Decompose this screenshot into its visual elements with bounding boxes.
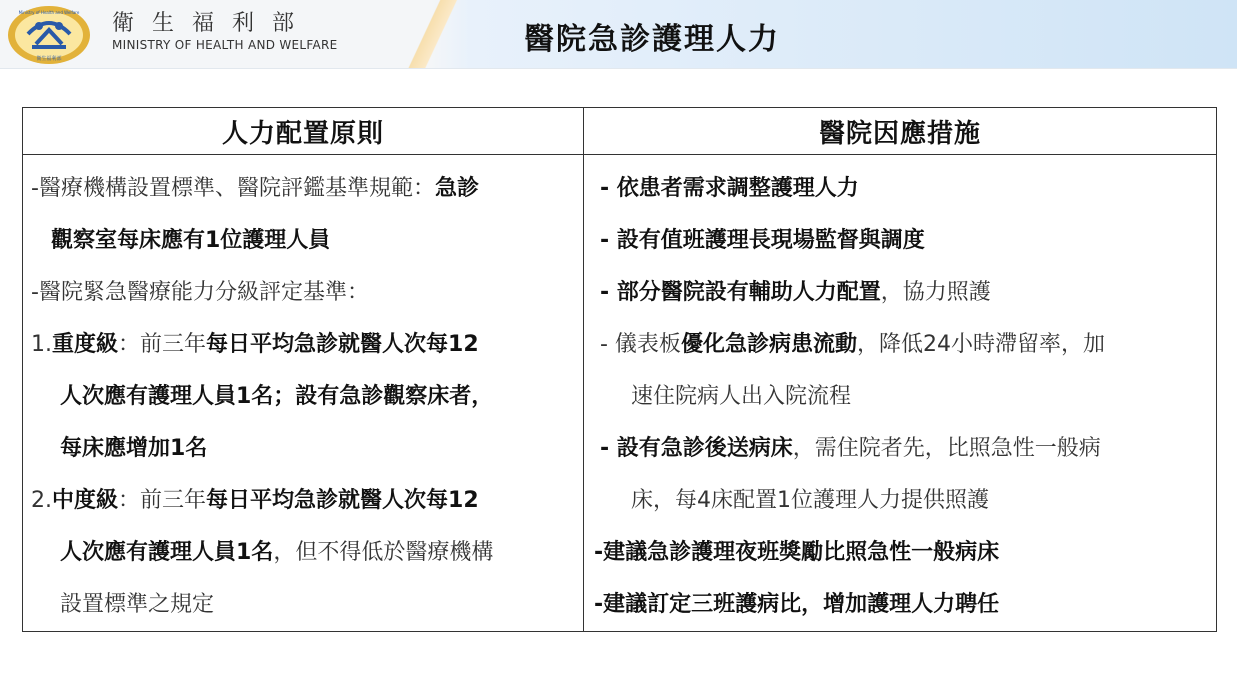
list-item: 設置標準之規定 bbox=[60, 592, 215, 617]
staffing-principles-cell bbox=[23, 155, 584, 632]
list-item: -醫療機構設置標準、醫院評鑑基準規範：急診 bbox=[31, 176, 479, 201]
header-decoration bbox=[395, 0, 475, 68]
list-item: 人次應有護理人員1名；設有急診觀察床者， bbox=[60, 384, 494, 409]
logo-caption: 衛生福利部 bbox=[36, 56, 62, 62]
ministry-name-zh: 衛生福利部 bbox=[112, 11, 313, 36]
list-item: - 設有值班護理長現場監督與調度 bbox=[600, 228, 925, 253]
list-item: - 部分醫院設有輔助人力配置，協力照護 bbox=[600, 280, 991, 305]
list-item: 1.重度級：前三年每日平均急診就醫人次每12 bbox=[31, 332, 479, 357]
list-item: - 設有急診後送病床，需住院者先，比照急性一般病 bbox=[600, 436, 1101, 461]
list-item: -建議訂定三班護病比，增加護理人力聘任 bbox=[594, 592, 1000, 617]
list-item: -建議急診護理夜班獎勵比照急性一般病床 bbox=[594, 540, 1000, 565]
table-body-row bbox=[23, 155, 1217, 632]
header-bar bbox=[0, 0, 1237, 69]
list-item: - 儀表板優化急診病患流動，降低24小時滯留率，加 bbox=[600, 332, 1105, 357]
list-item: - 依患者需求調整護理人力 bbox=[600, 176, 859, 201]
table-header-row bbox=[23, 108, 1217, 155]
list-item: -醫院緊急醫療能力分級評定基準： bbox=[31, 280, 369, 305]
ministry-name-en: MINISTRY OF HEALTH AND WELFARE bbox=[112, 38, 338, 52]
header-staffing-principles: 人力配置原則 bbox=[23, 108, 584, 155]
list-item: 2.中度級：前三年每日平均急診就醫人次每12 bbox=[31, 488, 479, 513]
list-item: 速住院病人出入院流程 bbox=[631, 384, 852, 409]
ministry-logo bbox=[6, 4, 92, 66]
list-item: 人次應有護理人員1名，但不得低於醫療機構 bbox=[60, 540, 494, 565]
list-item: 每床應增加1名 bbox=[60, 436, 208, 461]
list-item: 觀察室每床應有1位護理人員 bbox=[51, 228, 331, 253]
hospital-measures-cell bbox=[584, 155, 1217, 632]
header-hospital-measures: 醫院因應措施 bbox=[584, 108, 1217, 155]
list-item: 床，每4床配置1位護理人力提供照護 bbox=[631, 488, 989, 513]
logo-ring-text: Ministry of Health and Welfare bbox=[18, 10, 80, 15]
comparison-table bbox=[22, 107, 1217, 632]
page-title: 醫院急診護理人力 bbox=[524, 22, 780, 57]
